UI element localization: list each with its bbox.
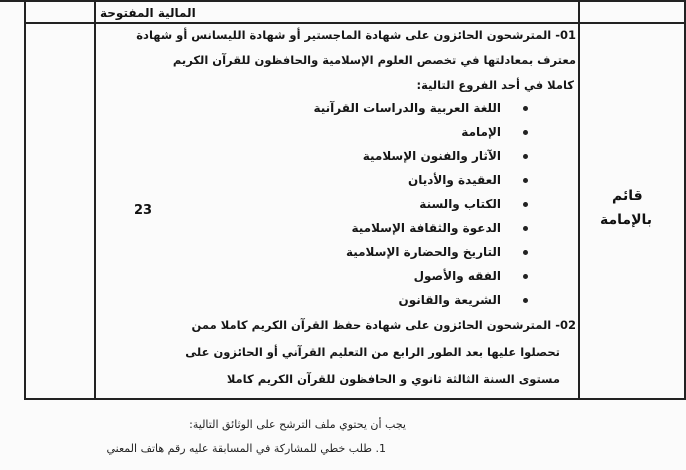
col-divider-conditions xyxy=(578,0,580,400)
documents-item-1: 1. طلب خطي للمشاركة في المسابقة عليه رقم هاتف المعني xyxy=(106,442,386,455)
table-top-border xyxy=(0,0,686,2)
table-header-border xyxy=(24,22,686,24)
bullet-icon xyxy=(523,250,528,255)
header-open-positions: المالية المفتوحة xyxy=(100,6,196,20)
table-bottom-border xyxy=(24,398,686,400)
bullet-icon xyxy=(523,274,528,279)
bullet-icon xyxy=(523,226,528,231)
col-divider-count xyxy=(94,0,96,400)
branch-item: التاريخ والحضارة الإسلامية xyxy=(346,245,528,259)
branch-item: الآثار والفنون الإسلامية xyxy=(363,149,528,163)
branch-item: الإمامة xyxy=(461,125,528,139)
positions-count: 23 xyxy=(134,203,153,218)
col-divider-left xyxy=(24,0,26,400)
branch-item: اللغة العربية والدراسات القرآنية xyxy=(313,101,528,115)
branch-item: الكتاب والسنة xyxy=(419,197,528,211)
condition2-line: مستوى السنة الثالثة ثانوي و الحافظون للقرآن الكريم كاملا xyxy=(226,372,560,386)
grade-line-2: بالإمامة xyxy=(600,212,653,228)
branch-item: الدعوة والثقافة الإسلامية xyxy=(351,221,528,235)
branch-item: العقيدة والأديان xyxy=(408,173,528,187)
bullet-icon xyxy=(523,154,528,159)
bullet-icon xyxy=(523,202,528,207)
condition2-line: تحصلوا عليها بعد الطور الرابع من التعليم القرآني أو الحائزون على xyxy=(185,345,560,359)
condition1-line: 01- المترشحون الحائزون على شهادة الماجستير أو شهادة الليسانس أو شهادة xyxy=(136,28,576,42)
documents-intro: يجب أن يحتوي ملف الترشح على الوثائق التالية: xyxy=(189,418,406,431)
grade-line-1: قائم xyxy=(612,188,643,204)
branch-item: الشريعة والقانون xyxy=(398,293,528,307)
bullet-icon xyxy=(523,298,528,303)
branch-item: الفقه والأصول xyxy=(414,269,528,283)
condition2-line: 02- المترشحون الحائزون على شهادة حفظ القرآن الكريم كاملا ممن xyxy=(191,318,576,332)
condition1-line: كاملا في أحد الفروع التالية: xyxy=(416,78,574,92)
bullet-icon xyxy=(523,178,528,183)
bullet-icon xyxy=(523,130,528,135)
bullet-icon xyxy=(523,106,528,111)
condition1-line: معترف بمعادلتها في تخصص العلوم الإسلامية والحافظون للقرآن الكريم xyxy=(172,53,576,67)
